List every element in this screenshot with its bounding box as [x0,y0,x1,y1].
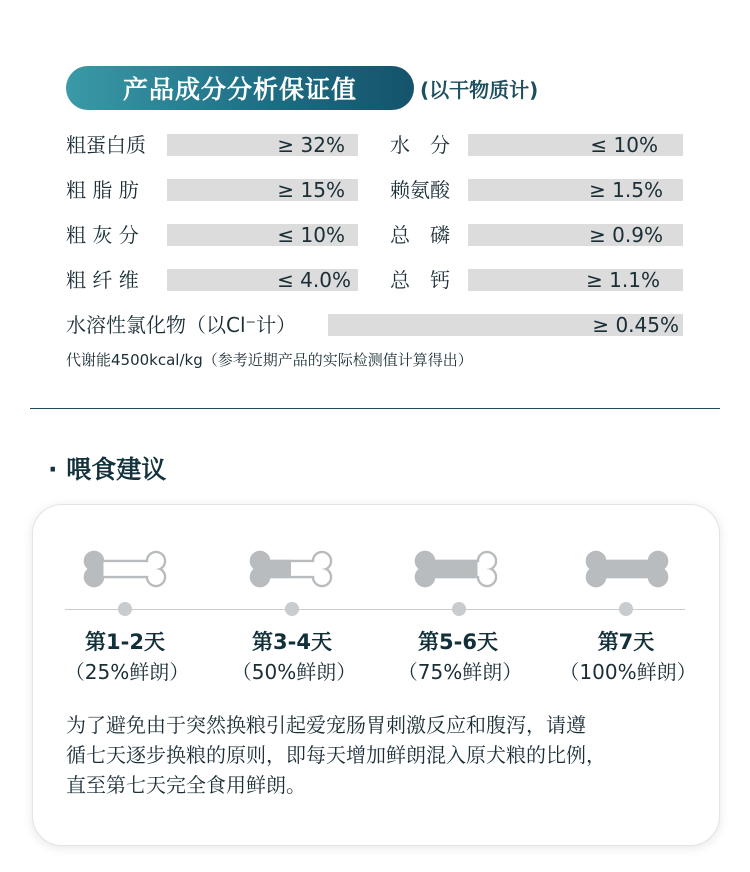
description-line: 直至第七天完全食用鲜朗。 [66,773,306,797]
chloride-value: ≥ 0.45% [592,313,679,337]
analysis-title: 产品成分分析保证值 [122,75,357,104]
nutrient-value: ≤ 10% [277,223,345,247]
stage-ratio: （100%鲜朗） [559,660,697,684]
nutrient-value: ≥ 1.1% [586,268,660,292]
nutrient-label: 粗 脂 肪 [66,178,139,202]
timeline-dot [619,602,633,616]
feeding-description [66,710,706,800]
chloride-label: 水溶性氯化物（以Cl⁻计） [66,313,297,337]
description-line: 为了避免由于突然换粮引起爱宠肠胃刺激反应和腹泻，请遵 [66,713,586,737]
feeding-title: · 喂食建议 [48,455,167,484]
stage-ratio: （50%鲜朗） [231,660,357,684]
stage-ratio: （25%鲜朗） [64,660,190,684]
analysis-basis: (以干物质计) [420,78,539,102]
bone-icon [584,549,670,589]
bone-icon [248,549,334,589]
timeline-dot [285,602,299,616]
nutrient-label: 粗蛋白质 [66,133,146,157]
energy-note: 代谢能4500kcal/kg（参考近期产品的实际检测值计算得出） [66,351,473,369]
nutrient-label: 赖氨酸 [390,178,450,202]
nutrient-value: ≥ 0.9% [589,223,663,247]
timeline-dot [452,602,466,616]
nutrient-label: 粗 灰 分 [66,223,139,247]
nutrient-value: ≥ 32% [277,133,345,157]
stage-day: 第7天 [597,630,655,654]
analysis-title-pill [66,66,414,110]
nutrient-label: 总 钙 [390,268,450,292]
nutrient-value: ≤ 10% [590,133,658,157]
timeline-line [65,609,685,610]
stage-ratio: （75%鲜朗） [397,660,523,684]
bone-icon [413,549,499,589]
bone-icon [82,549,168,589]
stage-day: 第3-4天 [252,630,332,654]
nutrient-value: ≥ 1.5% [589,178,663,202]
nutrient-label: 水 分 [390,133,450,157]
nutrient-value: ≤ 4.0% [277,268,351,292]
stage-day: 第5-6天 [418,630,498,654]
section-divider [30,408,720,409]
nutrient-label: 总 磷 [390,223,450,247]
timeline-dot [118,602,132,616]
nutrient-value: ≥ 15% [277,178,345,202]
nutrient-label: 粗 纤 维 [66,268,139,292]
stage-day: 第1-2天 [85,630,165,654]
description-line: 循七天逐步换粮的原则，即每天增加鲜朗混入原犬粮的比例， [66,743,606,767]
bone-fill [586,551,668,587]
